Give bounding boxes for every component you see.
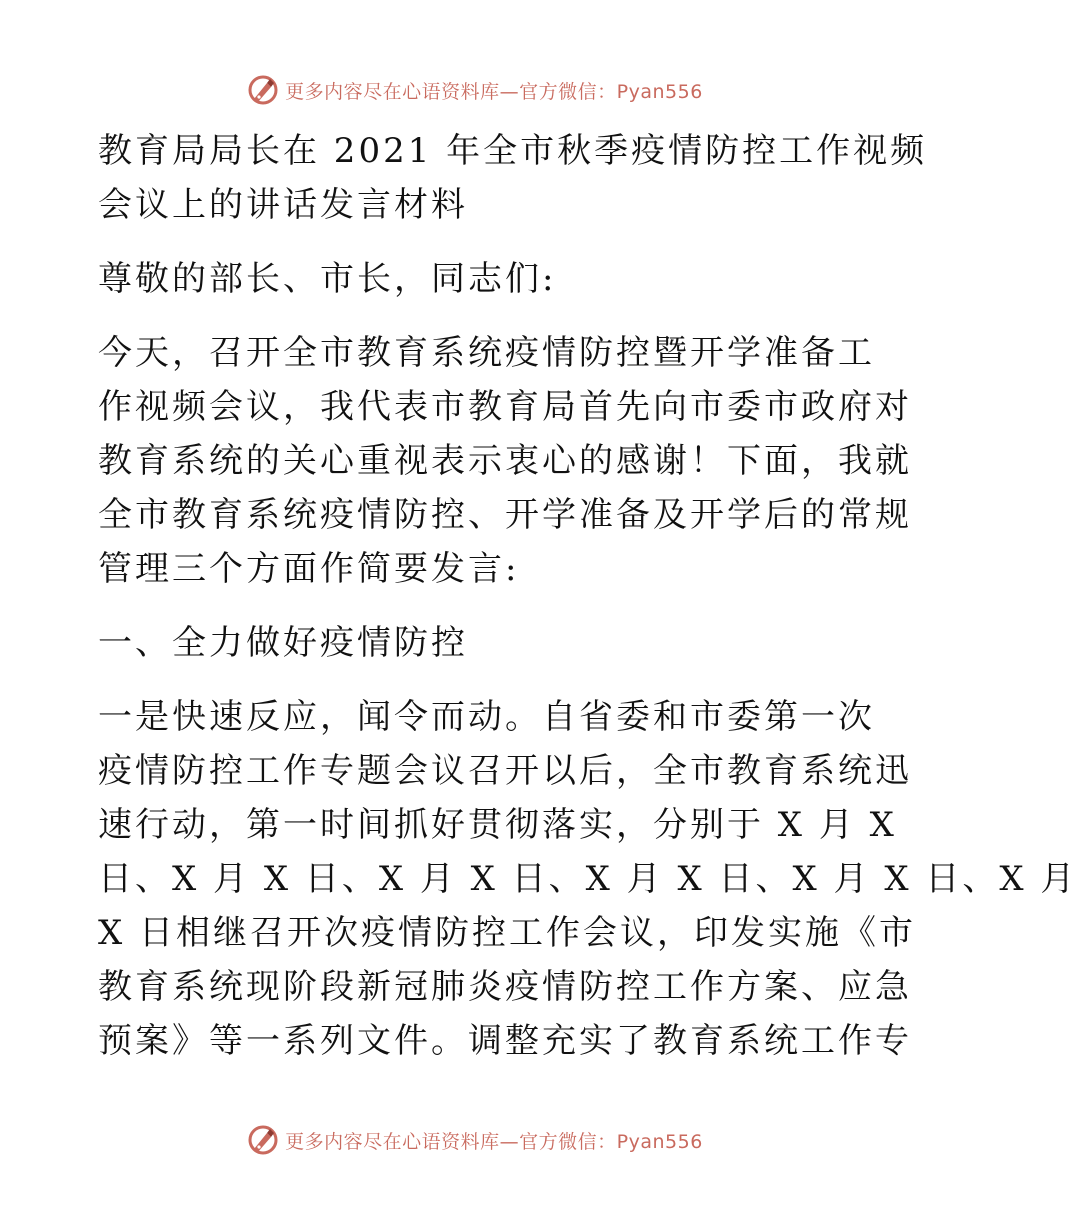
- pen-logo-icon: [247, 74, 279, 106]
- watermark-header-text: 更多内容尽在心语资料库—官方微信：Pyan556: [285, 80, 703, 103]
- intro-line-5: 管理三个方面作简要发言:: [98, 549, 520, 589]
- section-heading: 一、全力做好疫情防控: [98, 623, 468, 663]
- body-line-1: 一是快速反应，闻令而动。自省委和市委第一次: [98, 697, 875, 737]
- watermark-footer-text: 更多内容尽在心语资料库—官方微信：Pyan556: [285, 1130, 703, 1153]
- document-body: [98, 124, 1077, 1068]
- intro-line-2: 作视频会议，我代表市教育局首先向市委市政府对: [98, 387, 912, 427]
- body-line-5: X 日相继召开次疫情防控工作会议，印发实施《市: [98, 913, 917, 953]
- pen-logo-icon: [247, 1124, 279, 1156]
- body-line-2: 疫情防控工作专题会议召开以后，全市教育系统迅: [98, 751, 912, 791]
- intro-line-1: 今天，召开全市教育系统疫情防控暨开学准备工: [98, 333, 875, 373]
- document-title-line-1: 教育局局长在 2021 年全市秋季疫情防控工作视频: [98, 131, 928, 171]
- body-line-7: 预案》等一系列文件。调整充实了教育系统工作专: [98, 1021, 912, 1061]
- intro-line-4: 全市教育系统疫情防控、开学准备及开学后的常规: [98, 495, 912, 535]
- document-title-line-2: 会议上的讲话发言材料: [98, 185, 468, 225]
- intro-line-3: 教育系统的关心重视表示衷心的感谢！下面，我就: [98, 441, 912, 481]
- body-line-4: 日、X 月 X 日、X 月 X 日、X 月 X 日、X 月 X 日、X 月: [98, 859, 1077, 899]
- body-line-6: 教育系统现阶段新冠肺炎疫情防控工作方案、应急: [98, 967, 912, 1007]
- salutation: 尊敬的部长、市长，同志们:: [98, 259, 557, 299]
- watermark-header: [0, 72, 950, 108]
- body-line-3: 速行动，第一时间抓好贯彻落实，分别于 X 月 X: [98, 805, 897, 845]
- watermark-footer: [0, 1122, 950, 1158]
